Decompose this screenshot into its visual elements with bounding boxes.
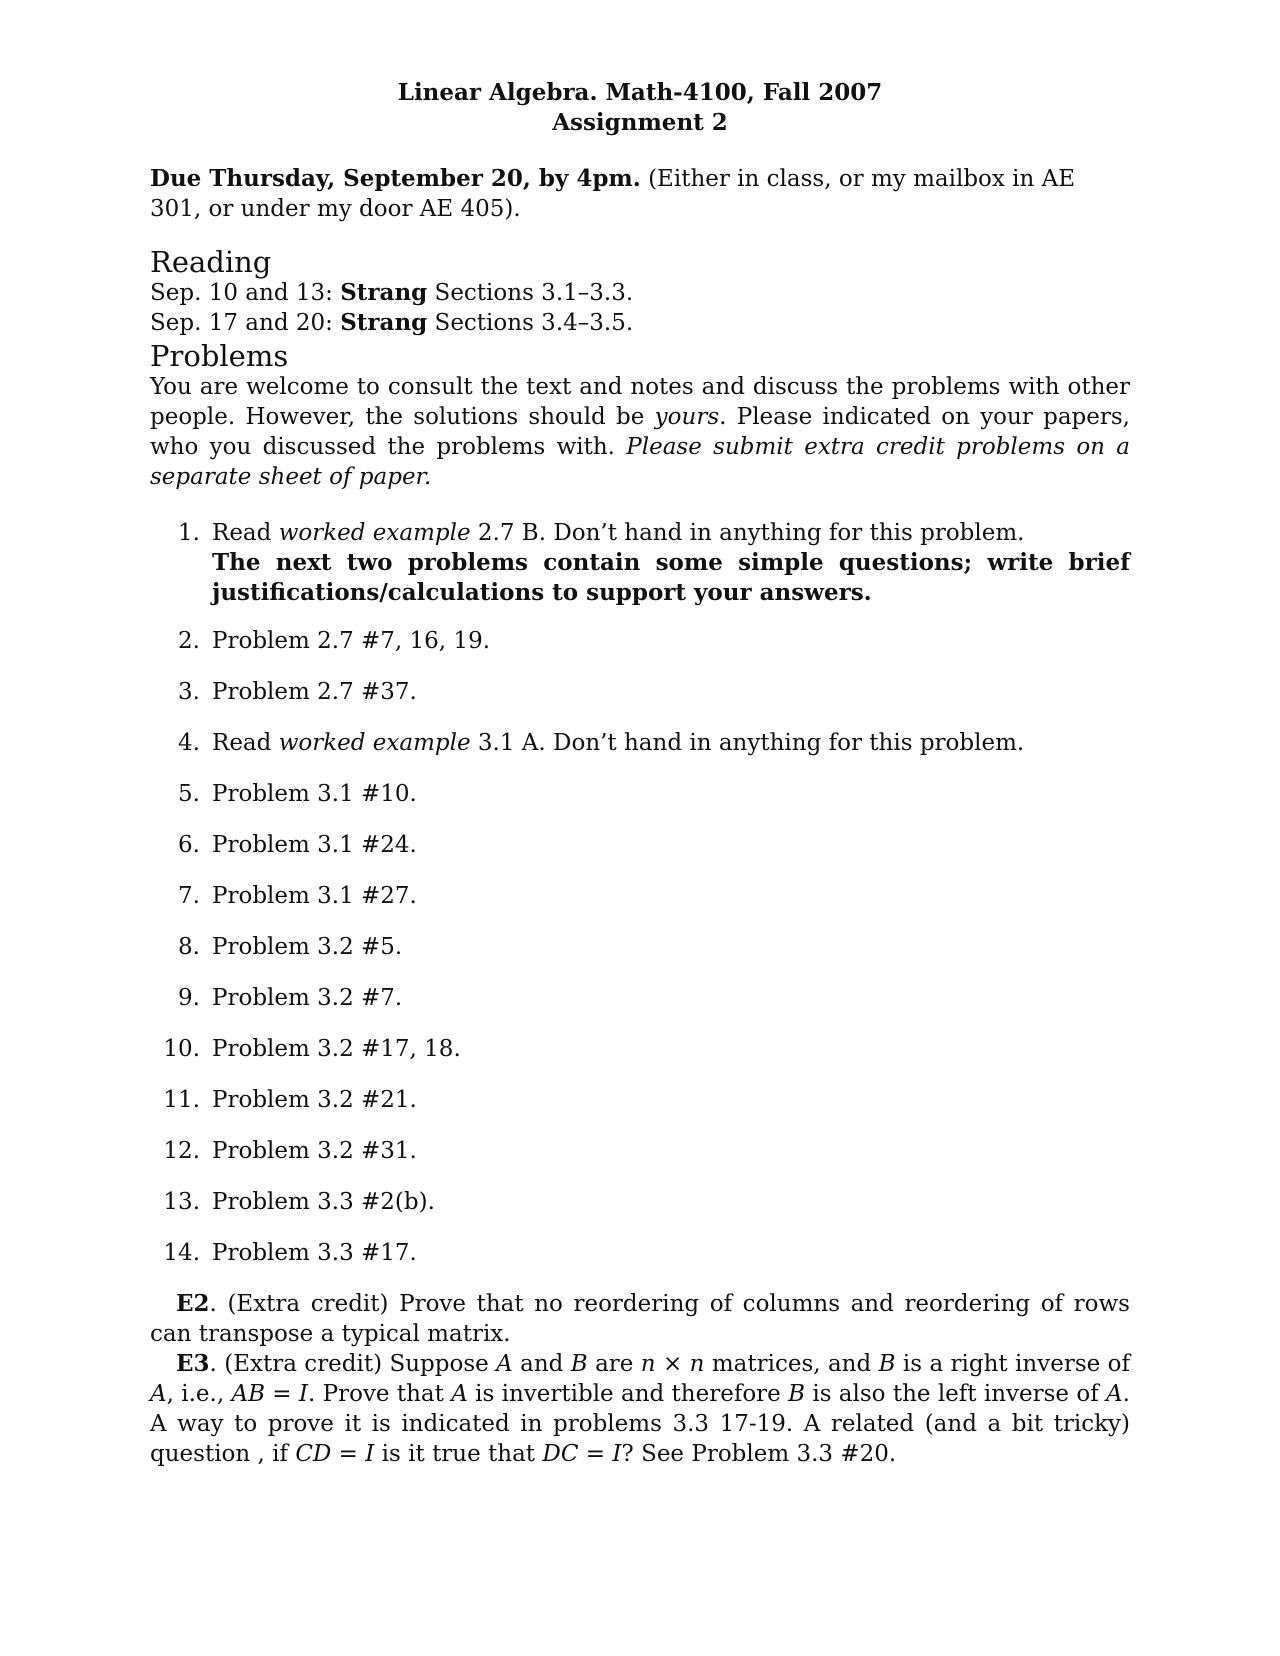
extra-text: = [578, 1441, 613, 1467]
document-page [150, 78, 1130, 1469]
math-var: B [878, 1351, 896, 1377]
item-text: Read [212, 520, 279, 546]
item-number: 11. [163, 1087, 200, 1113]
item-emphasis: worked example [278, 520, 471, 546]
list-item [150, 1187, 1130, 1217]
math-var: A [1106, 1381, 1123, 1407]
justification-note: The next two problems contain some simple questions; write brief justifications/calculations to support your answers. [212, 549, 1130, 606]
list-item [150, 677, 1130, 707]
extra-text: . Prove that [307, 1381, 452, 1407]
math-var: A [496, 1351, 513, 1377]
item-text: 3.1 A. Don’t hand in anything for this problem. [470, 730, 1025, 756]
list-item [150, 518, 1130, 608]
math-var: B [570, 1351, 588, 1377]
reading-author: Strang [340, 279, 428, 306]
item-number: 10. [163, 1036, 200, 1062]
intro-emphasis: yours [654, 404, 720, 430]
intro-text: . Please indicated on your papers, who you discussed the problems with. [150, 404, 1130, 460]
item-number: 9. [178, 985, 200, 1011]
item-text: Problem 3.1 #27. [212, 883, 417, 909]
item-text: Problem 3.2 #5. [212, 934, 403, 960]
math-var: I [612, 1441, 622, 1467]
intro-extra-credit-note: Please submit extra credit problems on a separate sheet of paper. [150, 434, 1130, 490]
extra-text: matrices, and [704, 1351, 879, 1377]
item-text: Read [212, 730, 279, 756]
extra-text: are [587, 1351, 641, 1377]
reading-dates: Sep. 17 and 20: [150, 310, 341, 336]
due-location: (Either in class, or my mailbox in AE 301, or under my door AE 405). [150, 166, 1076, 222]
due-date: Due Thursday, September 20, by 4pm. [150, 165, 641, 192]
extra-text: . A way to prove it is indicated in problems 3.3 17-19. A related (and a bit tricky) question , if [150, 1381, 1130, 1467]
extra-label: E2 [176, 1290, 210, 1317]
item-number: 7. [178, 883, 200, 909]
math-var: I [365, 1441, 375, 1467]
math-var: I [298, 1381, 308, 1407]
list-item [150, 881, 1130, 911]
extra-text: and [512, 1351, 571, 1377]
extra-text: is invertible and therefore [467, 1381, 789, 1407]
item-text: Problem 2.7 #37. [212, 679, 417, 705]
extra-label: E3 [176, 1350, 210, 1377]
reading-line-2 [150, 308, 1130, 338]
list-item [150, 779, 1130, 809]
item-number: 12. [163, 1138, 200, 1164]
reading-author: Strang [340, 309, 428, 336]
extra-text: , i.e., [166, 1381, 232, 1407]
item-number: 3. [178, 679, 200, 705]
list-item [150, 983, 1130, 1013]
course-title: Linear Algebra. Math-4100, Fall 2007 [397, 79, 883, 106]
item-text: Problem 3.2 #31. [212, 1138, 417, 1164]
reading-sections: Sections 3.1–3.3. [427, 280, 634, 306]
list-item [150, 1238, 1130, 1268]
item-number: 1. [178, 520, 200, 546]
list-item [150, 728, 1130, 758]
extra-text: is also the left inverse of [805, 1381, 1107, 1407]
math-var: A [150, 1381, 167, 1407]
math-expr: DC [542, 1441, 579, 1467]
item-text: Problem 2.7 #7, 16, 19. [212, 628, 491, 654]
item-number: 4. [178, 730, 200, 756]
math-var: A [451, 1381, 468, 1407]
due-paragraph [150, 164, 1130, 224]
math-expr: n × n [640, 1351, 705, 1377]
math-expr: AB [231, 1381, 265, 1407]
item-number: 5. [178, 781, 200, 807]
math-expr: CD [295, 1441, 332, 1467]
reading-line-1 [150, 278, 1130, 308]
reading-sections: Sections 3.4–3.5. [427, 310, 634, 336]
extra-text: = [264, 1381, 299, 1407]
list-item [150, 932, 1130, 962]
list-item [150, 1136, 1130, 1166]
item-number: 8. [178, 934, 200, 960]
list-item [150, 830, 1130, 860]
list-item [150, 1085, 1130, 1115]
extra-text: = [331, 1441, 366, 1467]
item-text: Problem 3.2 #7. [212, 985, 403, 1011]
item-number: 13. [163, 1189, 200, 1215]
reading-heading: Reading [150, 245, 272, 279]
problems-heading: Problems [150, 339, 289, 373]
intro-text: You are welcome to consult the text and notes and discuss the problems with other people. However, the solutions should be [150, 374, 1130, 430]
problems-intro [150, 372, 1130, 492]
item-number: 14. [163, 1240, 200, 1266]
item-text: Problem 3.3 #17. [212, 1240, 417, 1266]
extra-credit-e3 [150, 1349, 1130, 1469]
item-text: Problem 3.2 #17, 18. [212, 1036, 461, 1062]
list-item [150, 626, 1130, 656]
extra-text: . (Extra credit) Prove that no reordering of columns and reordering of rows can transpose a typical matrix. [150, 1291, 1130, 1347]
extra-credit-e2 [150, 1289, 1130, 1349]
item-text: Problem 3.3 #2(b). [212, 1189, 435, 1215]
problem-list [150, 518, 1130, 1268]
item-emphasis: worked example [278, 730, 471, 756]
list-item [150, 1034, 1130, 1064]
math-var: B [788, 1381, 806, 1407]
extra-text: is it true that [374, 1441, 543, 1467]
reading-dates: Sep. 10 and 13: [150, 280, 341, 306]
item-number: 6. [178, 832, 200, 858]
item-text: Problem 3.1 #24. [212, 832, 417, 858]
item-text: 2.7 B. Don’t hand in anything for this problem. [470, 520, 1025, 546]
item-number: 2. [178, 628, 200, 654]
extra-text: is a right inverse of [895, 1351, 1130, 1377]
item-text: Problem 3.2 #21. [212, 1087, 417, 1113]
assignment-title: Assignment 2 [552, 109, 728, 136]
extra-text: ? See Problem 3.3 #20. [621, 1441, 897, 1467]
item-text: Problem 3.1 #10. [212, 781, 417, 807]
extra-text: . (Extra credit) Suppose [209, 1351, 497, 1377]
